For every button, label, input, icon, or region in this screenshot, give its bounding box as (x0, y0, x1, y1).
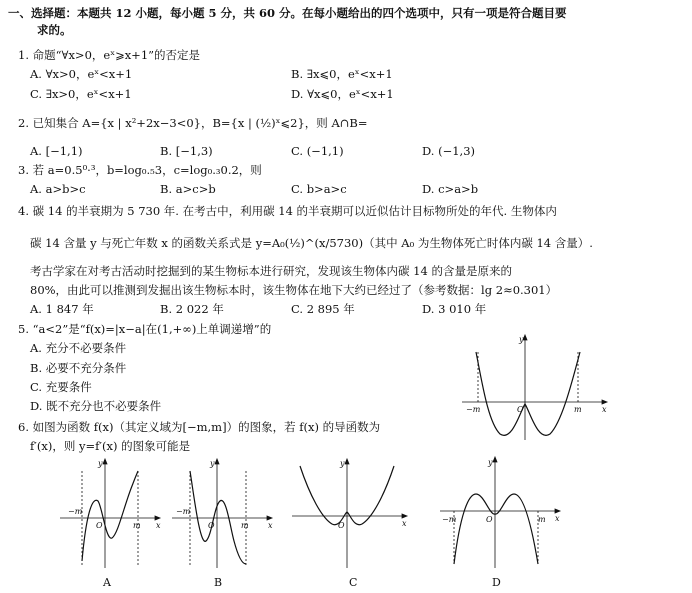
graph-d-y: y (488, 458, 493, 467)
graph-b-negm: −m (176, 507, 191, 516)
q5-option-a: A. 充分不必要条件 (30, 341, 127, 355)
graph-b-y: y (210, 459, 215, 468)
graph-b (172, 456, 282, 571)
fx-graph (462, 332, 612, 442)
q4-option-b: B. 2 022 年 (160, 302, 224, 316)
graph-d-x: x (555, 514, 560, 523)
graph-label-a: A (103, 576, 111, 589)
graph-a-x: x (156, 521, 161, 530)
section-title-cont: 求的。 (37, 23, 72, 37)
graph-label-d: D (492, 576, 501, 589)
graph-b-x: x (268, 521, 273, 530)
q1-option-c: C. ∃x>0，eˣ<x+1 (30, 87, 132, 101)
q4-option-c: C. 2 895 年 (291, 302, 355, 316)
q5-option-d: D. 既不充分也不必要条件 (30, 399, 162, 413)
q1-option-d: D. ∀x⩽0，eˣ<x+1 (291, 87, 394, 101)
graph-d-negm: −m (442, 515, 457, 524)
q3-option-b: B. a>c>b (160, 182, 216, 196)
graph-c (292, 456, 412, 571)
q5-stem: 5. “a<2”是“f(x)=|x−a|在(1,+∞)上单调递增”的 (18, 322, 272, 336)
q1-option-a: A. ∀x>0，eˣ<x+1 (30, 67, 133, 81)
fx-o-label: O (517, 405, 524, 414)
q4-line4: 80%，由此可以推测到发掘出该生物标本时，该生物体在地下大约已经过了（参考数据：lg 2≈0.301） (30, 283, 558, 297)
graph-d-m: m (538, 515, 546, 524)
graph-c-x: x (402, 519, 407, 528)
fx-y-label: y (519, 335, 524, 344)
q5-option-b: B. 必要不充分条件 (30, 361, 127, 375)
graph-a-m: m (133, 521, 141, 530)
q3-option-d: D. c>a>b (422, 182, 479, 196)
graph-a (60, 456, 170, 571)
q4-line3: 考古学家在对考古活动时挖掘到的某生物标本进行研究，发现该生物体内碳 14 的含量是原来的 (30, 264, 512, 278)
graph-b-m: m (241, 521, 249, 530)
graph-label-b: B (214, 576, 223, 589)
q2-stem: 2. 已知集合 A={x | x²+2x−3<0}，B={x | (½)ˣ⩽2}，则 A∩B= (18, 116, 368, 130)
graph-a-o: O (96, 521, 103, 530)
q4-option-a: A. 1 847 年 (30, 302, 94, 316)
q6-line2: f′(x)，则 y=f′(x) 的图象可能是 (30, 439, 191, 453)
graph-b-o: O (208, 521, 215, 530)
fx-m-label: m (574, 405, 582, 414)
graph-a-negm: −m (68, 507, 83, 516)
fx-x-label: x (602, 405, 607, 414)
graph-c-y: y (340, 459, 345, 468)
q1-stem: 1. 命题“∀x>0，eˣ⩾x+1”的否定是 (18, 48, 201, 62)
section-title: 一、选择题：本题共 12 小题，每小题 5 分，共 60 分。在每小题给出的四个选项中，只有一项是符合题目要 (8, 6, 567, 20)
graph-d (440, 456, 570, 571)
q2-option-d: D. (−1,3) (422, 144, 476, 158)
q3-stem: 3. 若 a=0.5⁰·³，b=log₀.₅3，c=log₀.₃0.2，则 (18, 163, 262, 177)
q4-line2: 碳 14 含量 y 与死亡年数 x 的函数关系式是 y=A₀(½)^(x/5730)（其中 A₀ 为生物体死亡时体内碳 14 含量）. (30, 236, 593, 250)
q3-option-c: C. b>a>c (291, 182, 347, 196)
q6-line1: 6. 如图为函数 f(x)（其定义域为[−m,m]）的图象，若 f(x) 的导函数为 (18, 420, 381, 434)
q2-option-c: C. (−1,1) (291, 144, 344, 158)
q1-option-b: B. ∃x⩽0，eˣ<x+1 (291, 67, 393, 81)
q4-line1: 4. 碳 14 的半衰期为 5 730 年. 在考古中，利用碳 14 的半衰期可以近似估计目标物所处的年代. 生物体内 (18, 204, 557, 218)
fx-negm-label: −m (466, 405, 481, 414)
q2-option-a: A. [−1,1) (30, 144, 83, 158)
graph-a-y: y (98, 459, 103, 468)
q3-option-a: A. a>b>c (30, 182, 86, 196)
graph-c-o: O (338, 521, 345, 530)
graph-d-o: O (486, 515, 493, 524)
graph-label-c: C (349, 576, 358, 589)
q4-option-d: D. 3 010 年 (422, 302, 487, 316)
q2-option-b: B. [−1,3) (160, 144, 213, 158)
q5-option-c: C. 充要条件 (30, 380, 92, 394)
